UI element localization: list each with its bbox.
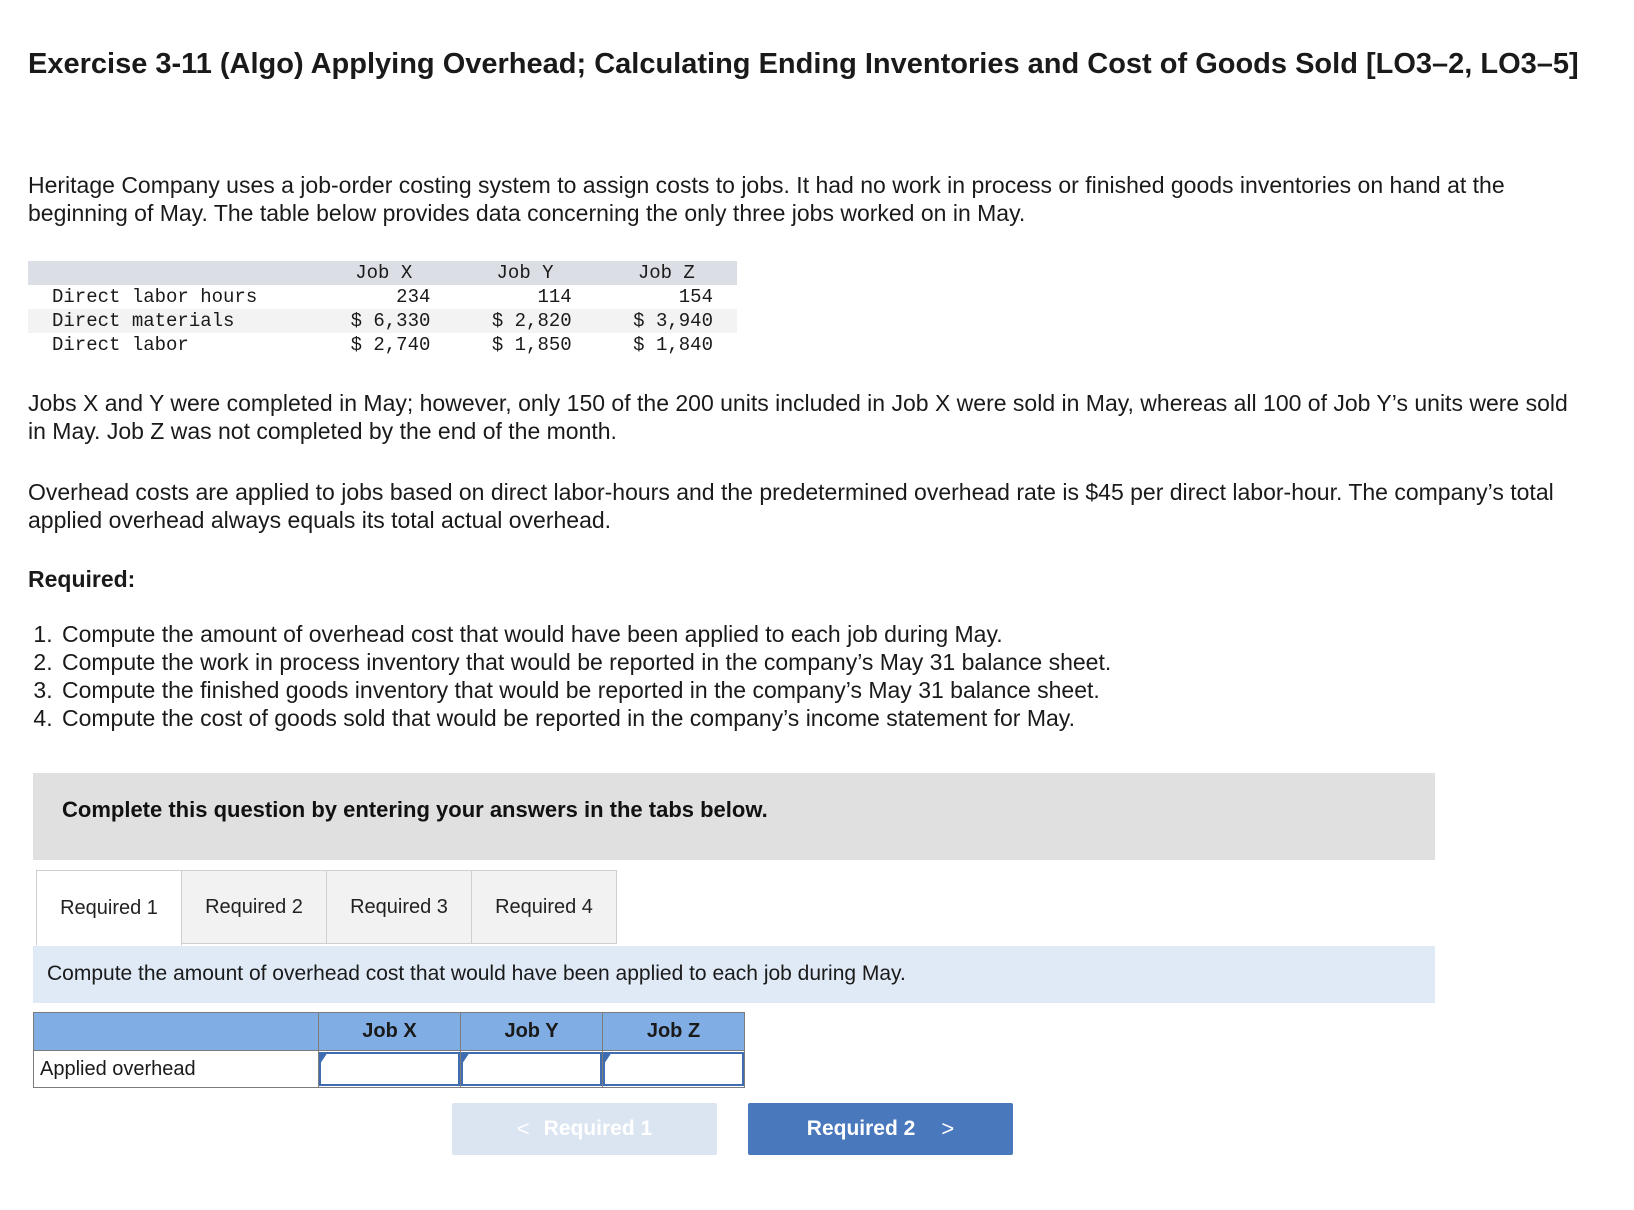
table-header-job-y: Job Y: [496, 262, 554, 284]
required-item: 4. Compute the cost of goods sold that would be reported in the company’s income statement for May.: [59, 704, 1111, 732]
tab-required-3[interactable]: Required 3: [326, 870, 472, 944]
table-cell: $ 3,940: [633, 310, 713, 332]
table-cell: $ 2,820: [491, 310, 572, 332]
required-item: 1. Compute the amount of overhead cost that would have been applied to each job during May.: [59, 620, 1111, 648]
required-list: [28, 620, 1111, 732]
table-header-job-x: Job X: [355, 262, 413, 284]
table-cell: 154: [678, 286, 713, 308]
table-cell: $ 1,850: [491, 334, 572, 356]
table-row: [28, 333, 737, 357]
answer-cell: [603, 1051, 745, 1088]
answer-header-job-x: Job X: [319, 1013, 461, 1051]
prev-required-button[interactable]: [452, 1103, 717, 1155]
next-button-label: Required 2: [806, 1117, 916, 1140]
tab-required-1[interactable]: Required 1: [36, 870, 182, 946]
answer-header-blank: [34, 1013, 319, 1051]
applied-overhead-job-y-input[interactable]: [461, 1052, 602, 1086]
answer-header-job-y: Job Y: [461, 1013, 603, 1051]
table-header-job-z: Job Z: [637, 262, 695, 284]
intro-paragraph: Heritage Company uses a job-order costing system to assign costs to jobs. It had no work in process or finished goods inventories on hand at the beginning of May. The table below provides data concerning the only three jobs worked on in May.: [28, 172, 1505, 226]
table-row: [28, 285, 737, 309]
required-item: 2. Compute the work in process inventory that would be reported in the company’s May 31 balance sheet.: [59, 648, 1111, 676]
applied-overhead-job-x-input[interactable]: [319, 1052, 460, 1086]
overhead-paragraph: Overhead costs are applied to jobs based on direct labor-hours and the predetermined overhead rate is $45 per direct labor-hour. The company’s total applied overhead always equals its total actual overhead.: [28, 479, 1554, 533]
prompt-text: Compute the amount of overhead cost that would have been applied to each job during May.: [47, 962, 906, 985]
answer-header-row: [34, 1013, 745, 1051]
table-cell: $ 6,330: [350, 310, 431, 332]
required-item: 3. Compute the finished goods inventory that would be reported in the company’s May 31 balance sheet.: [59, 676, 1111, 704]
answer-row: [34, 1051, 745, 1088]
tab-required-2[interactable]: Required 2: [181, 870, 327, 944]
completion-paragraph: Jobs X and Y were completed in May; however, only 150 of the 200 units included in Job X were sold in May, whereas all 100 of Job Y’s units were sold in May. Job Z was not completed by the end of the month.: [28, 390, 1568, 444]
job-data-table: [28, 261, 737, 357]
chevron-left-icon: <: [516, 1116, 530, 1141]
answer-table: [33, 1012, 745, 1088]
applied-overhead-job-z-input[interactable]: [603, 1052, 744, 1086]
row-label: Direct materials: [52, 310, 235, 332]
applied-overhead-label: Applied overhead: [34, 1051, 319, 1088]
prev-button-label: Required 1: [543, 1117, 653, 1140]
table-cell: 234: [396, 286, 431, 308]
table-cell: $ 1,840: [633, 334, 713, 356]
table-cell: 114: [537, 286, 572, 308]
row-label: Direct labor hours: [52, 286, 258, 308]
instruction-banner: [33, 773, 1435, 860]
table-cell: $ 2,740: [350, 334, 431, 356]
next-required-button[interactable]: [748, 1103, 1013, 1155]
answer-cell: [319, 1051, 461, 1088]
table-row: [28, 309, 737, 333]
answer-cell: [461, 1051, 603, 1088]
tab-required-4[interactable]: Required 4: [471, 870, 617, 944]
required-heading: Required:: [28, 566, 136, 592]
answer-header-job-z: Job Z: [603, 1013, 745, 1051]
chevron-right-icon: >: [941, 1116, 955, 1141]
table-header-row: [28, 261, 737, 285]
instruction-text: Complete this question by entering your answers in the tabs below.: [62, 797, 768, 822]
row-label: Direct labor: [52, 334, 189, 356]
page-title: Exercise 3-11 (Algo) Applying Overhead; Calculating Ending Inventories and Cost of Goods Sold [LO3–2, LO3–5]: [28, 48, 1579, 80]
table-header-blank: [28, 261, 313, 285]
question-prompt: [33, 946, 1435, 1003]
